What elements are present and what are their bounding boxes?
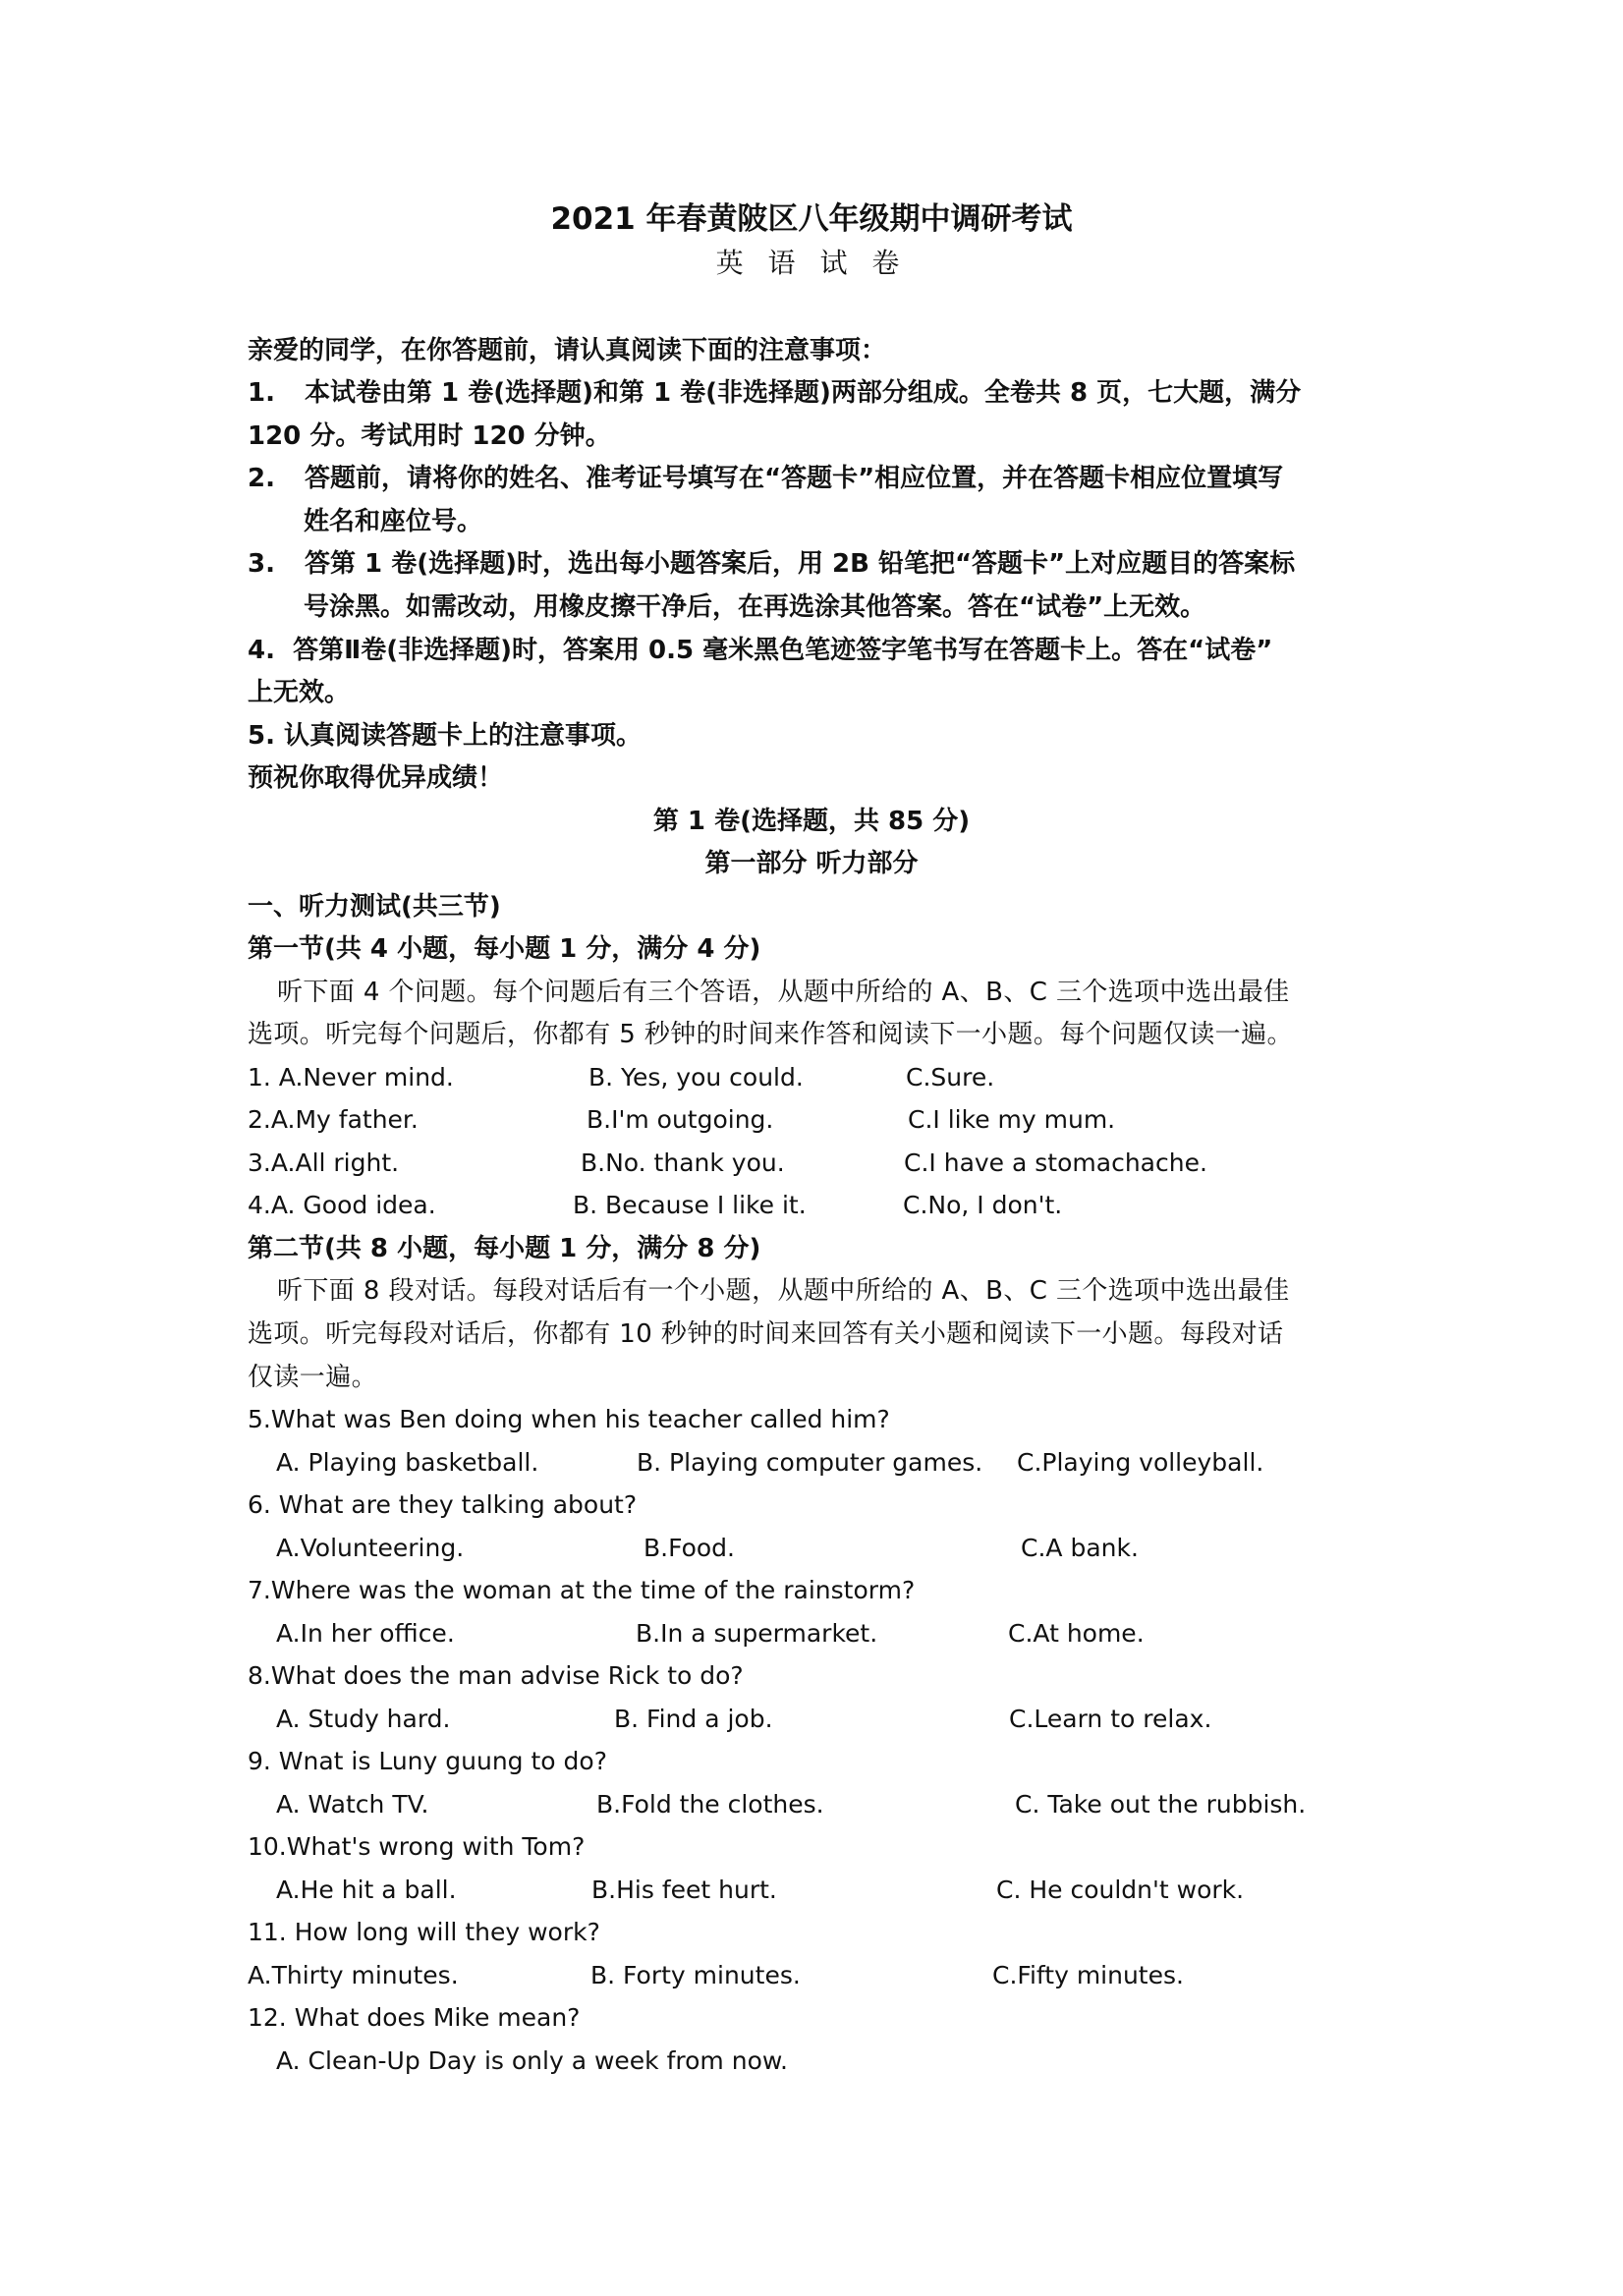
option-a: A.Thirty minutes. [248, 1961, 459, 1989]
option-c: C.I like my mum. [908, 1105, 1116, 1134]
notice-text: 本试卷由第 1 卷(选择题)和第 1 卷(非选择题)两部分组成。全卷共 8 页，七大题，满分 [305, 378, 1302, 408]
notice-intro: 亲爱的同学，在你答题前，请认真阅读下面的注意事项： [248, 336, 887, 365]
question-stem-12: 12. What does Mike mean? [248, 2003, 581, 2032]
volume-heading: 第 1 卷(选择题，共 85 分) [652, 807, 971, 836]
option-c: C.Learn to relax. [1009, 1705, 1212, 1733]
notice-item-4 [248, 629, 1397, 672]
sec2-instruction-cont: 选项。听完每段对话后，你都有 10 秒钟的时间来回答有关小题和阅读下一小题。每段对话 [248, 1319, 1284, 1349]
sec2-instruction: 听下面 8 段对话。每段对话后有一个小题，从题中所给的 A、B、C 三个选项中选出最佳 [277, 1276, 1290, 1306]
option-b: B. Find a job. [614, 1705, 773, 1733]
notice-wish: 预祝你取得优异成绩！ [248, 763, 504, 793]
option-b: B.Fold the clothes. [596, 1790, 824, 1819]
notice-item-1-cont: 120 分。考试用时 120 分钟。 [248, 421, 611, 451]
notice-item-5 [248, 714, 1397, 757]
option-a: 3.A.All right. [248, 1148, 400, 1177]
notice-item-2 [248, 457, 1397, 500]
option-a: A. Clean-Up Day is only a week from now. [276, 2046, 788, 2075]
option-b: B.His feet hurt. [591, 1876, 777, 1904]
sec1-header: 第一节(共 4 小题，每小题 1 分，满分 4 分) [248, 934, 761, 964]
option-a: A. Watch TV. [276, 1790, 429, 1819]
question-stem-9: 9. Wnat is Luny guung to do? [248, 1747, 607, 1775]
option-a: A. Study hard. [276, 1705, 451, 1733]
option-b: B.I'm outgoing. [587, 1105, 774, 1134]
notice-item-1 [248, 371, 1397, 415]
option-a: A.Volunteering. [276, 1534, 465, 1562]
exam-title: 2021 年春黄陂区八年级期中调研考试 [550, 201, 1073, 237]
option-c: C.No, I don't. [903, 1191, 1063, 1219]
option-a: A.He hit a ball. [276, 1876, 457, 1904]
notice-item-3 [248, 542, 1397, 586]
option-c: C.A bank. [1021, 1534, 1139, 1562]
sec1-instruction-cont: 选项。听完每个问题后，你都有 5 秒钟的时间来作答和阅读下一小题。每个问题仅读一遍。 [248, 1020, 1293, 1049]
option-c: C.Fifty minutes. [992, 1961, 1184, 1989]
section-heading: 一、听力测试(共三节) [248, 892, 501, 922]
option-b: B. Because I like it. [573, 1191, 807, 1219]
option-a: 4.A. Good idea. [248, 1191, 436, 1219]
notice-text: 答第Ⅱ卷(非选择题)时，答案用 0.5 毫米黑色笔迹签字笔书写在答题卡上。答在“试卷” [293, 636, 1273, 665]
option-c: C. He couldn't work. [996, 1876, 1245, 1904]
question-stem-10: 10.What's wrong with Tom? [248, 1832, 586, 1861]
option-c: C.At home. [1008, 1619, 1145, 1648]
notice-number: 2. [248, 464, 275, 493]
notice-number: 3. [248, 549, 275, 579]
option-c: C.I have a stomachache. [904, 1148, 1207, 1177]
notice-item-3-cont: 号涂黑。如需改动，用橡皮擦干净后，在再选涂其他答案。答在“试卷”上无效。 [304, 592, 1206, 622]
notice-item-4-cont: 上无效。 [248, 678, 351, 707]
notice-text: 答题前，请将你的姓名、准考证号填写在“答题卡”相应位置，并在答题卡相应位置填写 [305, 464, 1284, 493]
part-heading: 第一部分 听力部分 [704, 849, 919, 878]
option-a: 2.A.My father. [248, 1105, 419, 1134]
sec1-instruction: 听下面 4 个问题。每个问题后有三个答语，从题中所给的 A、B、C 三个选项中选出最佳 [277, 978, 1290, 1007]
option-c: C. Take out the rubbish. [1015, 1790, 1307, 1819]
option-b: B. Forty minutes. [590, 1961, 801, 1989]
question-stem-8: 8.What does the man advise Rick to do? [248, 1661, 744, 1690]
option-a: 1. A.Never mind. [248, 1063, 454, 1092]
question-stem-5: 5.What was Ben doing when his teacher called him? [248, 1405, 890, 1433]
notice-text: 答第 1 卷(选择题)时，选出每小题答案后，用 2B 铅笔把“答题卡”上对应题目的答案标 [305, 549, 1296, 579]
question-stem-6: 6. What are they talking about? [248, 1490, 638, 1519]
option-a: A. Playing basketball. [276, 1448, 539, 1477]
exam-subtitle: 英 语 试 卷 [715, 247, 908, 279]
option-a: A.In her office. [276, 1619, 455, 1648]
option-b: B.In a supermarket. [636, 1619, 878, 1648]
notice-text: 认真阅读答题卡上的注意事项。 [284, 721, 643, 751]
option-b: B.No. thank you. [581, 1148, 785, 1177]
option-b: B.Food. [644, 1534, 735, 1562]
sec2-instruction-cont: 仅读一遍。 [248, 1363, 378, 1392]
notice-number: 5. [248, 721, 275, 751]
notice-item-2-cont: 姓名和座位号。 [304, 507, 483, 536]
question-stem-7: 7.Where was the woman at the time of the rainstorm? [248, 1576, 916, 1604]
sec2-header: 第二节(共 8 小题，每小题 1 分，满分 8 分) [248, 1234, 761, 1263]
notice-number: 4. [248, 636, 275, 665]
option-c: C.Sure. [906, 1063, 995, 1092]
notice-number: 1. [248, 378, 275, 408]
option-b: B. Playing computer games. [637, 1448, 983, 1477]
question-stem-11: 11. How long will they work? [248, 1918, 600, 1946]
option-b: B. Yes, you could. [588, 1063, 804, 1092]
option-c: C.Playing volleyball. [1017, 1448, 1264, 1477]
